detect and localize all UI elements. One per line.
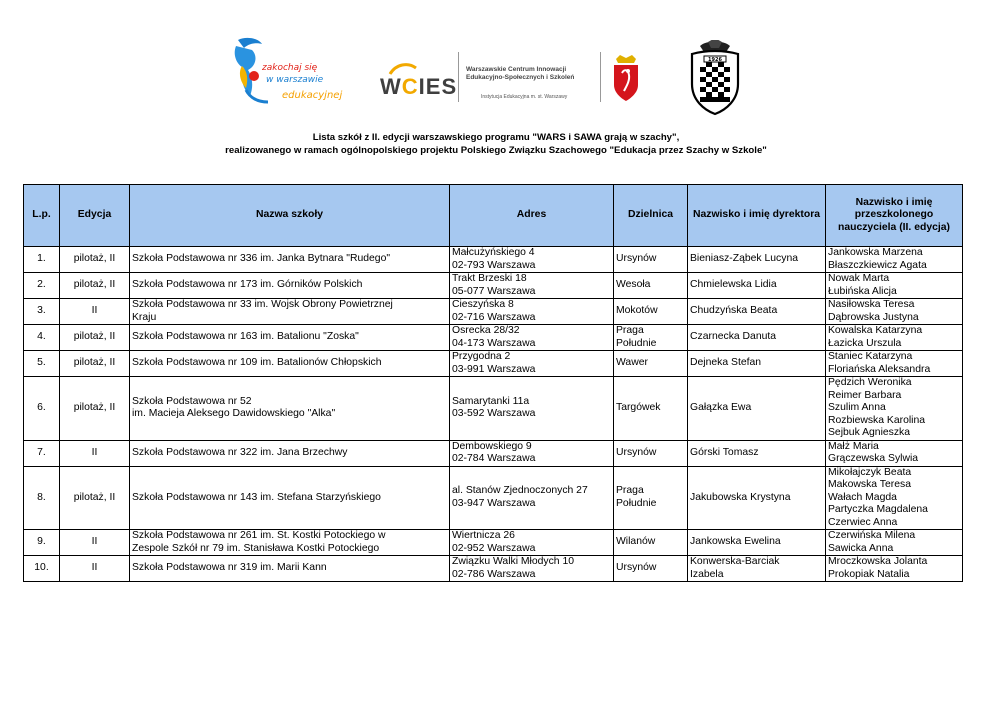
table-row — [24, 351, 963, 377]
table-row — [24, 299, 963, 325]
wcies-letter-c: C — [401, 74, 419, 99]
table-row — [24, 440, 963, 466]
cell-dyrektor — [688, 556, 826, 582]
cell-adres-line: 02-784 Warszawa — [452, 453, 536, 464]
cell-nazwa — [130, 351, 450, 377]
cell-nauczyciel-line: Łazicka Urszula — [828, 337, 902, 349]
title-line-1: Lista szkół z II. edycji warszawskiego programu "WARS i SAWA grają w szachy", — [312, 132, 680, 143]
logo-divider-2 — [600, 52, 601, 102]
cell-edycja: II — [60, 556, 130, 582]
cell-edycja: pilotaż, II — [60, 247, 130, 273]
wcies-name-line-1: Warszawskie Centrum Innowacji — [466, 66, 567, 73]
cell-nazwa-line: Kraju — [132, 311, 157, 323]
cell-dzielnica-line: Praga — [616, 325, 644, 336]
cell-dyrektor-line: Jankowska Ewelina — [690, 536, 781, 548]
table-row — [24, 377, 963, 441]
cell-adres-line: Dembowskiego 9 — [452, 440, 532, 452]
cell-adres-line: Osrecka 28/32 — [452, 325, 520, 336]
zakochaj-text-2: w warszawie — [266, 75, 324, 85]
cell-nauczyciel-line: Wałach Magda — [828, 491, 897, 503]
cell-nauczyciel — [826, 247, 963, 273]
pzsz-logo — [686, 40, 744, 116]
cell-dyrektor — [688, 325, 826, 351]
cell-edycja: pilotaż, II — [60, 273, 130, 299]
table-row — [24, 247, 963, 273]
cell-dzielnica-line: Wesoła — [616, 279, 651, 291]
cell-dzielnica-line: Ursynów — [616, 446, 657, 458]
cell-nazwa-line: Szkoła Podstawowa nr 261 im. St. Kostki Potockiego w — [132, 530, 386, 541]
cell-dyrektor-line: Górski Tomasz — [690, 446, 759, 458]
cell-nazwa — [130, 556, 450, 582]
cell-dyrektor-line: Konwerska-Barciak — [690, 556, 780, 567]
cell-adres-line: Cieszyńska 8 — [452, 299, 514, 310]
cell-nauczyciel — [826, 273, 963, 299]
warsaw-crest-icon — [610, 53, 642, 103]
cell-nazwa-line: Szkoła Podstawowa nr 52 — [132, 395, 252, 407]
cell-nazwa — [130, 440, 450, 466]
table-row — [24, 556, 963, 582]
cell-adres-line: 03-592 Warszawa — [452, 408, 536, 420]
wcies-letters-ies: IES — [418, 74, 458, 99]
cell-adres — [450, 377, 614, 441]
cell-adres — [450, 299, 614, 325]
cell-dyrektor — [688, 351, 826, 377]
schools-table — [23, 184, 963, 582]
cell-dzielnica — [614, 273, 688, 299]
cell-dzielnica-line: Południe — [616, 497, 657, 509]
cell-nauczyciel — [826, 377, 963, 441]
table-row — [24, 273, 963, 299]
cell-dzielnica — [614, 556, 688, 582]
cell-nauczyciel-line: Mikołajczyk Beata — [828, 466, 912, 478]
zakochaj-text-1: zakochaj się — [262, 63, 318, 73]
cell-lp: 4. — [24, 325, 60, 351]
cell-adres-line: Przygodna 2 — [452, 351, 511, 362]
cell-dyrektor-line: Dejneka Stefan — [690, 357, 762, 369]
cell-adres-line: 04-173 Warszawa — [452, 337, 536, 349]
cell-nauczyciel-line: Czerwińska Milena — [828, 530, 916, 541]
cell-dzielnica-line: Praga — [616, 485, 644, 497]
header-dzielnica: Dzielnica — [614, 185, 688, 247]
wcies-name-line-2: Edukacyjno-Społecznych i Szkoleń — [466, 74, 575, 81]
cell-nauczyciel-line: Nasiłowska Teresa — [828, 299, 915, 310]
header-nazwa: Nazwa szkoły — [130, 185, 450, 247]
cell-nazwa — [130, 377, 450, 441]
cell-dyrektor-line: Gałązka Ewa — [690, 402, 752, 413]
pzsz-year: 1926 — [708, 57, 722, 63]
cell-dyrektor — [688, 299, 826, 325]
cell-dyrektor — [688, 440, 826, 466]
cell-adres-line: 05-077 Warszawa — [452, 285, 536, 297]
cell-adres — [450, 556, 614, 582]
cell-adres-line: 02-952 Warszawa — [452, 542, 536, 554]
cell-nauczyciel — [826, 466, 963, 530]
cell-adres — [450, 247, 614, 273]
cell-lp: 5. — [24, 351, 60, 377]
cell-nauczyciel-line: Łubińska Alicja — [828, 285, 897, 297]
cell-nazwa-line: Szkoła Podstawowa nr 163 im. Batalionu "Zoska" — [132, 331, 359, 343]
cell-lp: 1. — [24, 247, 60, 273]
table-row — [24, 530, 963, 556]
cell-dzielnica-line: Wilanów — [616, 536, 656, 548]
cell-nazwa-line: Zespole Szkół nr 79 im. Stanisława Kostki Potockiego — [132, 542, 380, 554]
wcies-full-name — [466, 66, 574, 82]
cell-nazwa — [130, 247, 450, 273]
cell-nazwa-line: Szkoła Podstawowa nr 143 im. Stefana Starzyńskiego — [132, 491, 381, 503]
wcies-letter-w: W — [380, 74, 402, 99]
cell-nauczyciel — [826, 530, 963, 556]
cell-dyrektor-line: Chudzyńska Beata — [690, 305, 778, 317]
cell-nazwa — [130, 273, 450, 299]
cell-nauczyciel — [826, 325, 963, 351]
cell-nauczyciel-line: Czerwiec Anna — [828, 516, 898, 528]
cell-adres-line: 03-991 Warszawa — [452, 363, 536, 375]
cell-adres-line: Trakt Brzeski 18 — [452, 273, 527, 284]
cell-nauczyciel-line: Sawicka Anna — [828, 542, 894, 554]
cell-edycja: pilotaż, II — [60, 377, 130, 441]
cell-dyrektor — [688, 377, 826, 441]
cell-nazwa — [130, 466, 450, 530]
cell-lp: 6. — [24, 377, 60, 441]
cell-edycja: pilotaż, II — [60, 466, 130, 530]
table-row — [24, 325, 963, 351]
zakochaj-text-3: edukacyjnej — [282, 90, 343, 101]
cell-dzielnica-line: Mokotów — [616, 305, 658, 317]
cell-adres-line: al. Stanów Zjednoczonych 27 — [452, 485, 588, 497]
table-body — [24, 247, 963, 582]
cell-adres-line: 02-793 Warszawa — [452, 259, 536, 271]
cell-dzielnica — [614, 440, 688, 466]
cell-adres — [450, 440, 614, 466]
logo-divider — [458, 52, 459, 102]
cell-edycja: II — [60, 299, 130, 325]
cell-lp: 3. — [24, 299, 60, 325]
cell-lp: 8. — [24, 466, 60, 530]
cell-nauczyciel-line: Nowak Marta — [828, 273, 890, 284]
cell-dyrektor-line: Jakubowska Krystyna — [690, 491, 791, 503]
cell-adres — [450, 325, 614, 351]
cell-edycja: II — [60, 530, 130, 556]
cell-nauczyciel-line: Rozbiewska Karolina — [828, 414, 926, 426]
cell-nauczyciel-line: Szulim Anna — [828, 402, 886, 413]
cell-nauczyciel-line: Jankowska Marzena — [828, 247, 923, 258]
header-dyrektor: Nazwisko i imię dyrektora — [688, 185, 826, 247]
cell-dyrektor-line: Chmielewska Lidia — [690, 279, 777, 291]
cell-nazwa-line: Szkoła Podstawowa nr 336 im. Janka Bytnara "Rudego" — [132, 253, 391, 265]
cell-nauczyciel-line: Dąbrowska Justyna — [828, 311, 919, 323]
cell-dzielnica-line: Ursynów — [616, 562, 657, 574]
table-row — [24, 466, 963, 530]
cell-nauczyciel — [826, 556, 963, 582]
cell-nauczyciel — [826, 351, 963, 377]
cell-nauczyciel-line: Pędzich Weronika — [828, 377, 912, 388]
cell-nauczyciel — [826, 440, 963, 466]
cell-nauczyciel-line: Małż Maria — [828, 440, 879, 452]
cell-dzielnica-line: Ursynów — [616, 253, 657, 265]
cell-nauczyciel-line: Błaszczkiewicz Agata — [828, 259, 927, 271]
cell-dyrektor-line: Izabela — [690, 568, 724, 580]
cell-nazwa-line: Szkoła Podstawowa nr 109 im. Batalionów Chłopskich — [132, 357, 382, 369]
cell-nazwa-line: Szkoła Podstawowa nr 322 im. Jana Brzechwy — [132, 446, 348, 458]
cell-dzielnica — [614, 530, 688, 556]
cell-dzielnica-line: Targówek — [616, 402, 661, 413]
cell-nauczyciel-line: Partyczka Magdalena — [828, 504, 928, 515]
cell-lp: 9. — [24, 530, 60, 556]
cell-adres-line: Wiertnicza 26 — [452, 530, 515, 541]
cell-adres-line: Samarytanki 11a — [452, 395, 530, 407]
cell-nauczyciel-line: Mroczkowska Jolanta — [828, 556, 928, 567]
cell-dzielnica — [614, 466, 688, 530]
cell-adres — [450, 273, 614, 299]
header-edycja: Edycja — [60, 185, 130, 247]
cell-dyrektor — [688, 273, 826, 299]
cell-nauczyciel-line: Kowalska Katarzyna — [828, 325, 923, 336]
cell-adres-line: 02-716 Warszawa — [452, 311, 536, 323]
table-header-row — [24, 185, 963, 247]
header-lp: L.p. — [24, 185, 60, 247]
wcies-logo — [380, 74, 457, 100]
cell-adres — [450, 530, 614, 556]
cell-dyrektor — [688, 530, 826, 556]
cell-nazwa-line: im. Macieja Aleksego Dawidowskiego "Alka" — [132, 408, 336, 420]
cell-dzielnica — [614, 351, 688, 377]
cell-nazwa-line: Szkoła Podstawowa nr 319 im. Marii Kann — [132, 562, 327, 574]
cell-dyrektor — [688, 466, 826, 530]
cell-nauczyciel-line: Sejbuk Agnieszka — [828, 427, 911, 438]
cell-dzielnica — [614, 325, 688, 351]
cell-lp: 7. — [24, 440, 60, 466]
cell-adres-line: Małcużyńskiego 4 — [452, 247, 535, 258]
zakochaj-w-warszawie-logo — [228, 36, 352, 108]
cell-nauczyciel-line: Staniec Katarzyna — [828, 351, 913, 362]
cell-dyrektor-line: Czarnecka Danuta — [690, 331, 777, 343]
cell-dyrektor — [688, 247, 826, 273]
cell-edycja: II — [60, 440, 130, 466]
cell-dzielnica — [614, 299, 688, 325]
cell-lp: 2. — [24, 273, 60, 299]
cell-nazwa — [130, 299, 450, 325]
cell-dyrektor-line: Bieniasz-Ząbek Lucyna — [690, 253, 799, 265]
cell-dzielnica — [614, 377, 688, 441]
title-line-2: realizowanego w ramach ogólnopolskiego projektu Polskiego Związku Szachowego "Edukacja przez Szachy w Szkole" — [225, 145, 767, 156]
cell-adres-line: Związku Walki Młodych 10 — [452, 556, 575, 567]
wcies-swoosh-icon — [388, 62, 418, 76]
cell-dzielnica — [614, 247, 688, 273]
cell-dzielnica-line: Wawer — [616, 357, 648, 369]
cell-nauczyciel-line: Prokopiak Natalia — [828, 568, 910, 580]
cell-edycja: pilotaż, II — [60, 351, 130, 377]
cell-nauczyciel — [826, 299, 963, 325]
cell-nauczyciel-line: Floriańska Aleksandra — [828, 363, 931, 375]
wcies-subtitle: Instytucja Edukacyjna m. st. Warszawy — [481, 94, 568, 100]
cell-adres — [450, 351, 614, 377]
cell-nauczyciel-line: Grączewska Sylwia — [828, 453, 919, 464]
cell-adres-line: 02-786 Warszawa — [452, 568, 536, 580]
cell-lp: 10. — [24, 556, 60, 582]
cell-nazwa — [130, 325, 450, 351]
cell-dzielnica-line: Południe — [616, 337, 657, 349]
cell-nazwa-line: Szkoła Podstawowa nr 173 im. Górników Polskich — [132, 279, 363, 291]
document-title — [0, 131, 992, 157]
cell-nazwa-line: Szkoła Podstawowa nr 33 im. Wojsk Obrony Powietrznej — [132, 299, 393, 310]
cell-adres-line: 03-947 Warszawa — [452, 497, 536, 509]
header-nauczyciel: Nazwisko i imię przeszkolonego nauczyciela (II. edycja) — [826, 185, 963, 247]
cell-nazwa — [130, 530, 450, 556]
cell-nauczyciel-line: Reimer Barbara — [828, 389, 902, 401]
header-adres: Adres — [450, 185, 614, 247]
cell-adres — [450, 466, 614, 530]
cell-nauczyciel-line: Makowska Teresa — [828, 479, 911, 490]
cell-edycja: pilotaż, II — [60, 325, 130, 351]
